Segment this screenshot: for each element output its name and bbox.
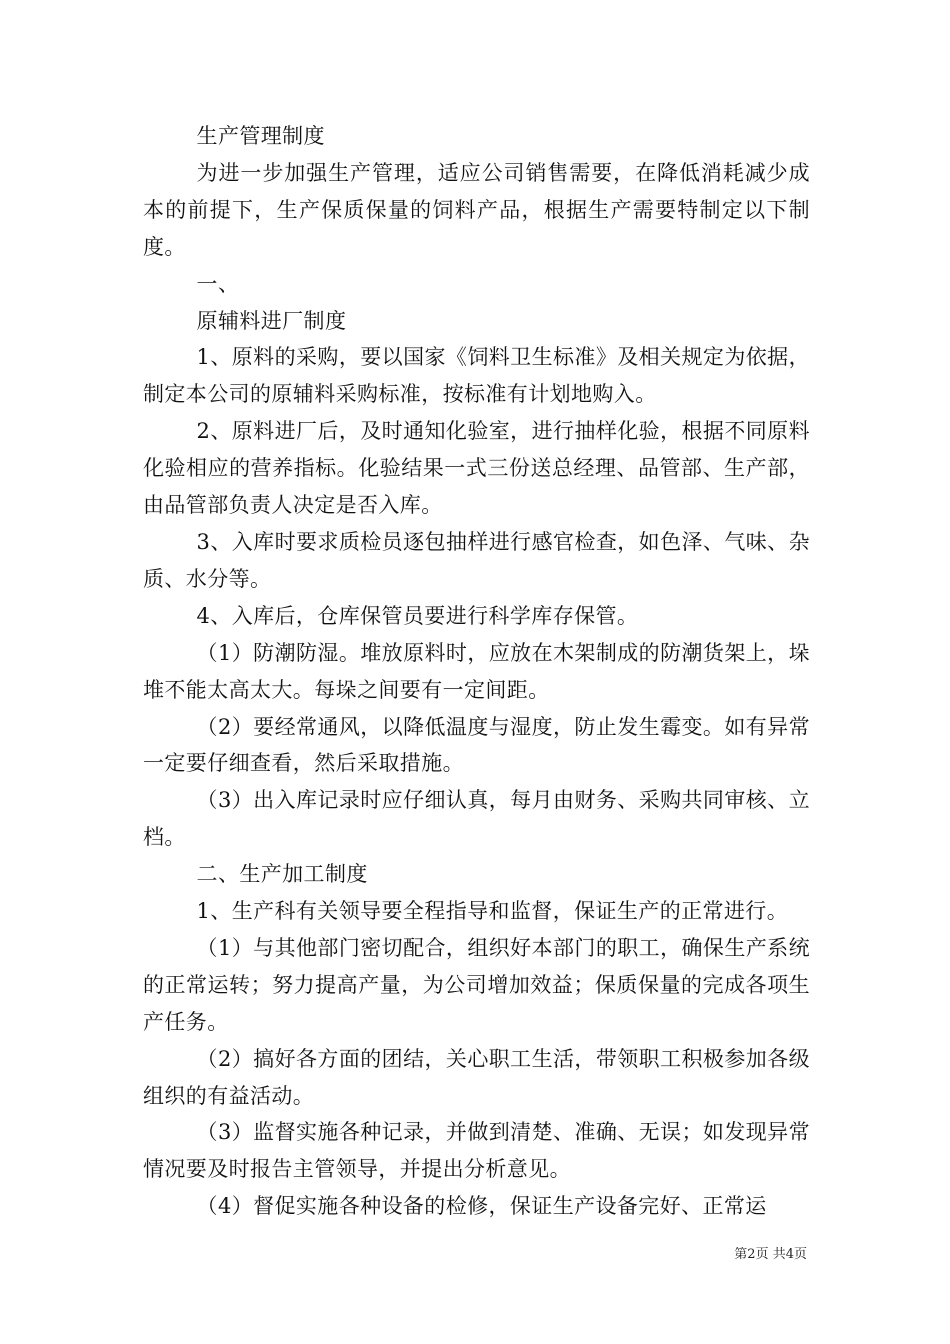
sub-paragraph: （3）出入库记录时应仔细认真，每月由财务、采购共同审核、立档。 — [143, 788, 810, 850]
current-page-number: 2 — [747, 1247, 756, 1262]
sub-paragraph: （2）搞好各方面的团结，关心职工生活，带领职工积极参加各级组织的有益活动。 — [143, 1046, 810, 1108]
sub-paragraph: （1）与其他部门密切配合，组织好本部门的职工，确保生产系统的正常运转；努力提高产量，为公司增加效益；保质保量的完成各项生产任务。 — [143, 935, 810, 1034]
footer-prefix: 第 — [734, 1247, 748, 1262]
footer-suffix: 页 — [793, 1247, 807, 1262]
total-pages-number: 4 — [785, 1247, 794, 1262]
document-title: 生产管理制度 — [196, 124, 325, 148]
document-body — [143, 118, 810, 1225]
sub-paragraph: （1）防潮防湿。堆放原料时，应放在木架制成的防潮货架上，垛堆不能太高太大。每垛之间要有一定间距。 — [143, 640, 810, 702]
sub-paragraph: （4）督促实施各种设备的检修，保证生产设备完好、正常运 — [196, 1194, 767, 1219]
section-heading: 原辅料进厂制度 — [196, 308, 347, 333]
sub-paragraph: （3）监督实施各种记录，并做到清楚、准确、无误；如发现异常情况要及时报告主管领导，并提出分析意见。 — [143, 1120, 810, 1182]
intro-paragraph: 为进一步加强生产管理，适应公司销售需要，在降低消耗减少成本的前提下，生产保质保量的饲料产品，根据生产需要特制定以下制度。 — [143, 160, 810, 259]
paragraph: 1、生产科有关领导要全程指导和监督，保证生产的正常进行。 — [196, 899, 789, 924]
footer-middle: 页 共 — [755, 1247, 786, 1262]
section-heading: 二、生产加工制度 — [196, 862, 368, 887]
paragraph: 2、原料进厂后，及时通知化验室，进行抽样化验，根据不同原料化验相应的营养指标。化验结果一式三份送总经理、品管部、生产部，由品管部负责人决定是否入库。 — [143, 419, 810, 518]
paragraph: 1、原料的采购，要以国家《饲料卫生标准》及相关规定为依据，制定本公司的原辅料采购标准，按标准有计划地购入。 — [143, 345, 810, 407]
paragraph: 3、入库时要求质检员逐包抽样进行感官检查，如色泽、气味、杂质、水分等。 — [143, 529, 810, 591]
page-footer — [734, 1246, 807, 1264]
sub-paragraph: （2）要经常通风，以降低温度与湿度，防止发生霉变。如有异常一定要仔细查看，然后采取措施。 — [143, 714, 810, 776]
section-number: 一、 — [196, 271, 240, 296]
paragraph: 4、入库后，仓库保管员要进行科学库存保管。 — [196, 603, 639, 628]
